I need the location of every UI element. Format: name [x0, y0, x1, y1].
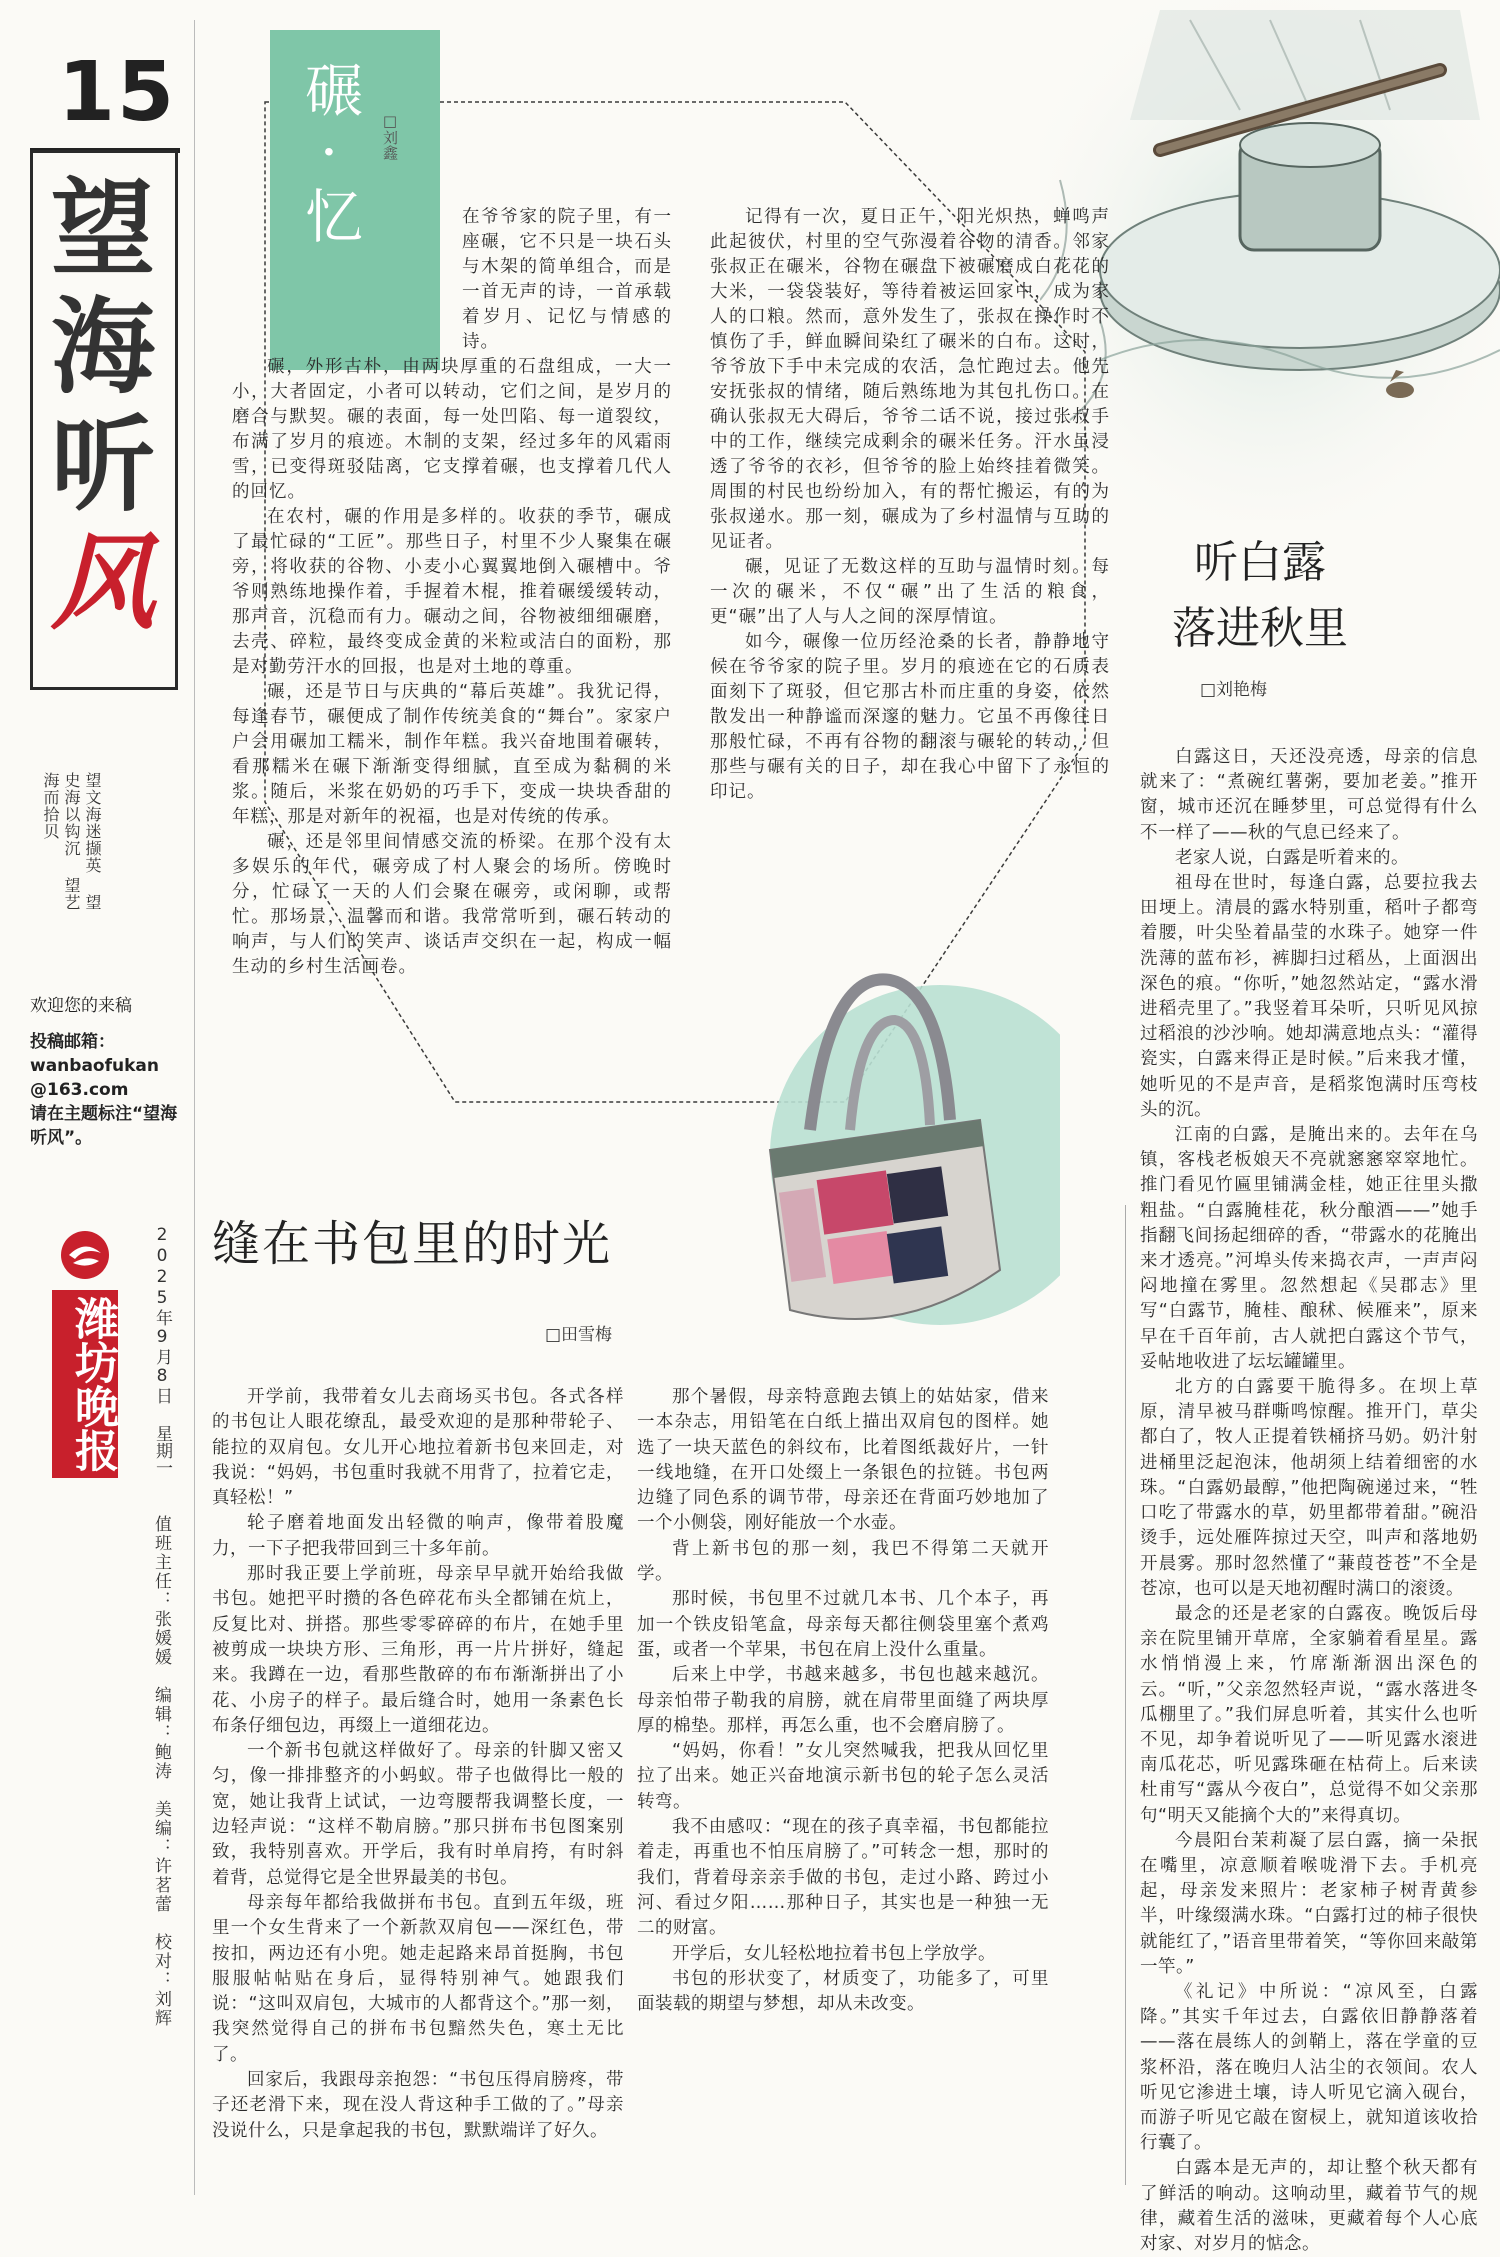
column-name-char: 海 [50, 285, 155, 408]
paragraph: 白露这日，天还没亮透，母亲的信息就来了：“煮碗红薯粥，要加老姜。”推开窗，城市还沉在睡梦里，可总觉得有什么不一样了——秋的气息已经来了。 [1140, 747, 1478, 843]
article-column-right [710, 205, 1110, 805]
paragraph: 回家后，我跟母亲抱怨：“书包压得肩膀疼，带子还老滑下来，现在没人背这种手工做的了。”母亲没说什么，只是拿起我的书包，默默端详了好久。 [212, 2070, 624, 2141]
title-line: 听白露 [1194, 537, 1326, 588]
welcome-text: 欢迎您的来稿 [30, 996, 132, 1016]
paragraph: 在爷爷家的院子里，有一座碾，它不只是一块石头与木架的简单组合，而是一首无声的诗，一首承载着岁月、记忆与情感的诗。 [462, 207, 672, 352]
contribution-info [30, 1030, 190, 1150]
paragraph: 碾，还是邻里间情感交流的桥梁。在那个没有太多娱乐的年代，碾旁成了村人聚会的场所。傍晚时分，忙碌了一天的人们会聚在碾旁，或闲聊，或帮忙。那场景，温馨而和谐。我常常听到，碾石转动的响声，与人们的笑声、谈话声交织在一起，构成一幅生动的乡村生活画卷。 [232, 832, 672, 977]
article-title: 缝在书包里的时光 [212, 1216, 613, 1272]
article-title: 碾·忆 [295, 60, 363, 244]
paragraph: 碾，还是节日与庆典的“幕后英雄”。我犹记得，每逢春节，碾便成了制作传统美食的“舞台”。家家户户会用碾加工糯米，制作年糕。我兴奋地围着碾转，看那糯米在碾下渐渐变得细腻，直至成为黏稠的米浆。随后，米浆在奶奶的巧手下，变成一块块香甜的年糕，那是对新年的祝福，也是对传统的传承。 [232, 682, 672, 827]
motto-line: 望文海迷撷英 [83, 772, 102, 874]
contribution-note: 请在主题标注“望海听风”。 [30, 1104, 178, 1148]
article-title [1135, 530, 1385, 662]
paragraph: 记得有一次，夏日正午，阳光炽热，蝉鸣声此起彼伏，村里的空气弥漫着谷物的清香。邻家张叔正在碾米，谷物在碾盘下被碾磨成白花花的大米，一袋袋装好，等待着被运回家中，成为家人的口粮。然而，意外发生了，张叔在操作时不慎伤了手，鲜血瞬间染红了碾米的白布。这时，爷爷放下手中未完成的农活，急忙跑过去。他先安抚张叔的情绪，随后熟练地为其包扎伤口。在确认张叔无大碍后，爷爷二话不说，接过张叔手中的工作，继续完成剩余的碾米任务。汗水虽浸透了爷爷的衣衫，但爷爷的脸上始终挂着微笑。周围的村民也纷纷加入，有的帮忙搬运，有的为张叔递水。那一刻，碾成为了乡村温情与互助的见证者。 [710, 207, 1110, 552]
paper-name: 潍坊晚报 [52, 1290, 118, 1478]
issue-weekday: 星期一 [152, 1425, 172, 1476]
article-author: □刘鑫 [381, 112, 399, 160]
article-author: □刘艳梅 [1200, 680, 1268, 700]
column-name-char: 风 [50, 521, 155, 644]
article-column-1 [212, 1385, 624, 2144]
article-body [1140, 745, 1478, 2257]
paragraph: 北方的白露要干脆得多。在坝上草原，清早被马群嘶鸣惊醒。推开门，草尖都白了，牧人正提着铁桶挤马奶。奶汁射进桶里泛起泡沫，他胡须上结着细密的水珠。“白露奶最醇，”他把陶碗递过来，“牲口吃了带露水的草，奶里都带着甜。”碗沿烫手，远处雁阵掠过天空，叫声和落地奶开晨雾。那时忽然懂了“蒹葭苍苍”不全是苍凉，也可以是天地初醒时满口的滚烫。 [1140, 1377, 1478, 1599]
column-name-char: 听 [50, 403, 155, 526]
motto-line: 望史海以钩沉 [62, 772, 102, 911]
contribution-label: 投稿邮箱： [30, 1032, 115, 1052]
page-number: 15 [58, 45, 177, 140]
paragraph: 最念的还是老家的白露夜。晚饭后母亲在院里铺开草席，全家躺着看星星。露水悄悄漫上来，竹席渐渐洇出深色的云。“听，”父亲忽然轻声说，“露水落进冬瓜棚里了。”我们屏息听着，其实什么也听不见，却争着说听见了——听见露水滚进南瓜花芯，听见露珠砸在枯荷上。后来读杜甫写“露从今夜白”，总觉得不如父亲那句“明天又能摘个大的”来得真切。 [1140, 1603, 1478, 1826]
paragraph: 背上新书包的那一刻，我巴不得第二天就开学。 [637, 1538, 1049, 1585]
paragraph: 后来上中学，书越来越多，书包也越来越沉。母亲怕带子勒我的肩膀，就在肩带里面缝了两块厚厚的棉垫。那样，再怎么重，也不会磨肩膀了。 [637, 1665, 1049, 1736]
paragraph: 江南的白露，是腌出来的。去年在乌镇，客栈老板娘天不亮就窸窸窣窣地忙。推门看见竹匾里铺满金桂，她正往里头撒粗盐。“白露腌桂花，秋分酿酒——”她手指翻飞间扬起细碎的香，“带露水的花腌出来才透亮。”河埠头传来捣衣声，一声声闷闷地撞在雾里。忽然想起《吴郡志》里写“白露节，腌桂、酿秫、候雁来”，原来早在千百年前，古人就把白露这个节气，妥帖地收进了坛坛罐罐里。 [1140, 1125, 1478, 1372]
article-author: □田雪梅 [545, 1325, 613, 1345]
paragraph: 母亲每年都给我做拼布书包。直到五年级，班里一个女生背来了一个新款双肩包——深红色，带按扣，两边还有小兜。她走起路来昂首挺胸，书包服服帖帖贴在身后，显得特别神气。她跟我们说：“这叫双肩包，大城市的人都背这个。”那一刻，我突然觉得自己的拼布书包黯然失色，寒土无比了。 [212, 1892, 624, 2065]
article-column-left [232, 205, 672, 980]
title-line: 落进秋里 [1172, 603, 1348, 654]
paragraph: “妈妈，你看！”女儿突然喊我，把我从回忆里拉了出来。她正兴奋地演示新书包的轮子怎么灵活转弯。 [637, 1741, 1049, 1812]
paragraph: 《礼记》中所说：“凉风至，白露降。”其实千年过去，白露依旧静静落着——落在晨练人的剑鞘上，落在学童的豆浆杯沿，落在晚归人沾尘的衣领间。农人听见它渗进土壤，诗人听见它滴入砚台，而游子听见它敲在窗棂上，就知道该收拾行囊了。 [1140, 1981, 1478, 2154]
paragraph: 书包的形状变了，材质变了，功能多了，可里面装载的期望与梦想，却从未改变。 [637, 1968, 1049, 2015]
paragraph: 我不由感叹：“现在的孩子真幸福，书包都能拉着走，再重也不怕压肩膀了。”可转念一想，那时的我们，背着母亲亲手做的书包，走过小路、跨过小河、看过夕阳……那种日子，其实也是一种独一无二的财富。 [637, 1817, 1049, 1939]
paragraph: 开学前，我带着女儿去商场买书包。各式各样的书包让人眼花缭乱，最受欢迎的是那种带轮子、能拉的双肩包。女儿开心地拉着新书包来回走，对我说：“妈妈，书包重时我就不用背了，拉着它走，真轻松！” [212, 1387, 624, 1509]
motto-line: 望艺海而拾贝 [41, 772, 81, 911]
column-divider [194, 20, 195, 2195]
paragraph: 轮子磨着地面发出轻微的响声，像带着股魔力，一下子把我带回到三十多年前。 [212, 1513, 624, 1559]
paragraph: 祖母在世时，每逢白露，总要拉我去田埂上。清晨的露水特别重，稻叶子都弯着腰，叶尖坠着晶莹的水珠子。她穿一件洗薄的蓝布衫，裤脚扫过稻丛，上面洇出深色的痕。“你听，”她忽然站定，“露水滑进稻壳里了。”我竖着耳朵听，只听见风掠过稻浪的沙沙响。她却满意地点头：“灌得瓷实，白露来得正是时候。”后来我才懂，她听见的不是声音，是稻浆饱满时压弯枝头的沉。 [1140, 873, 1478, 1120]
column-motto [40, 772, 103, 922]
paragraph: 那时我正要上学前班，母亲早早就开始给我做书包。她把平时攒的各色碎花布头全都铺在炕上，反复比对、拼搭。那些零零碎碎的布片，在她手里被剪成一块块方形、三角形，再一片片拼好，缝起来。我蹲在一边，看那些散碎的布布渐渐拼出了小花、小房子的样子。最后缝合时，她用一条素色长布条仔细包边，再缀上一道细花边。 [212, 1564, 624, 1736]
paragraph: 一个新书包就这样做好了。母亲的针脚又密又匀，像一排排整齐的小蚂蚁。带子也做得比一般的宽，她让我背上试试，一边弯腰帮我调整长度，一边轻声说：“这样不勒肩膀。”那只拼布书包图案别致，我特别喜欢。开学后，我有时单肩挎，有时斜着背，总觉得它是全世界最美的书包。 [212, 1741, 624, 1888]
paragraph: 那个暑假，母亲特意跑去镇上的姑姑家，借来一本杂志，用铅笔在白纸上描出双肩包的图样。她选了一块天蓝色的斜纹布，比着图纸裁好片，一针一线地缝，在开口处缀上一条银色的拉链。书包两边缝了同色系的调节带，母亲还在背面巧妙地加了一个小侧袋，刚好能放一个水壶。 [637, 1387, 1049, 1534]
paper-logo-icon [55, 1225, 115, 1285]
paragraph: 开学后，女儿轻松地拉着书包上学放学。 [672, 1943, 996, 1964]
paragraph: 白露本是无声的，却让整个秋天都有了鲜活的响动。这响动里，藏着节气的规律，藏着生活的滋味，更藏着每个人心底对家、对岁月的惦念。 [1140, 2158, 1478, 2254]
paragraph: 老家人说，白露是听着来的。 [1175, 847, 1409, 868]
staff-credits: 值班主任：张媛媛 编辑：鲍涛 美编：许茗蕾 校对：刘辉 [151, 1515, 171, 2028]
book-bag-photo [700, 950, 1060, 1340]
contribution-email[interactable]: wanbaofukan @163.com [30, 1056, 159, 1100]
issue-date: 2025年9月8日 [152, 1225, 172, 1405]
paragraph: 在农村，碾的作用是多样的。收获的季节，碾成了最忙碌的“工匠”。那些日子，村里不少人聚集在碾旁，将收获的谷物、小麦小心翼翼地倒入碾槽中。爷爷则熟练地操作着，手握着木棍，推着碾缓缓转动，那声音，沉稳而有力。碾动之间，谷物被细细碾磨，去壳、碎粒，最终变成金黄的米粒或洁白的面粉，那是对勤劳汗水的回报，也是对土地的尊重。 [232, 507, 672, 677]
column-name [48, 167, 158, 644]
article-column-2 [637, 1385, 1049, 2017]
paragraph: 碾，外形古朴，由两块厚重的石盘组成，一大一小，大者固定，小者可以转动，它们之间，是岁月的磨合与默契。碾的表面，每一处凹陷、每一道裂纹，布满了岁月的痕迹。木制的支架，经过多年的风霜雨雪，已变得斑驳陆离，它支撑着碾，也支撑着几代人的回忆。 [232, 357, 672, 502]
paragraph: 今晨阳台茉莉凝了层白露，摘一朵抿在嘴里，凉意顺着喉咙滑下去。手机亮起，母亲发来照片：老家柿子树青黄参半，叶缘缀满水珠。“白露打过的柿子很快就能红了，”语音里带着笑，“等你回来敲第一竿。” [1140, 1830, 1478, 1977]
paragraph: 如今，碾像一位历经沧桑的长者，静静地守候在爷爷家的院子里。岁月的痕迹在它的石质表面刻下了斑驳，但它那古朴而庄重的身姿，依然散发出一种静谧而深邃的魅力。它虽不再像往日那般忙碌，不再有谷物的翻滚与碾轮的转动，但那些与碾有关的日子，却在我心中留下了永恒的印记。 [710, 632, 1110, 802]
column-name-char: 望 [50, 167, 155, 290]
column-divider [1125, 1205, 1126, 2185]
paragraph: 碾，见证了无数这样的互助与温情时刻。每一次的碾米，不仅“碾”出了生活的粮食，更“碾”出了人与人之间的深厚情谊。 [710, 557, 1110, 627]
paragraph: 那时候，书包里不过就几本书、几个本子，再加一个铁皮铅笔盒，母亲每天都往侧袋里塞个煮鸡蛋，或者一个苹果，书包在肩上没什么重量。 [637, 1589, 1049, 1660]
